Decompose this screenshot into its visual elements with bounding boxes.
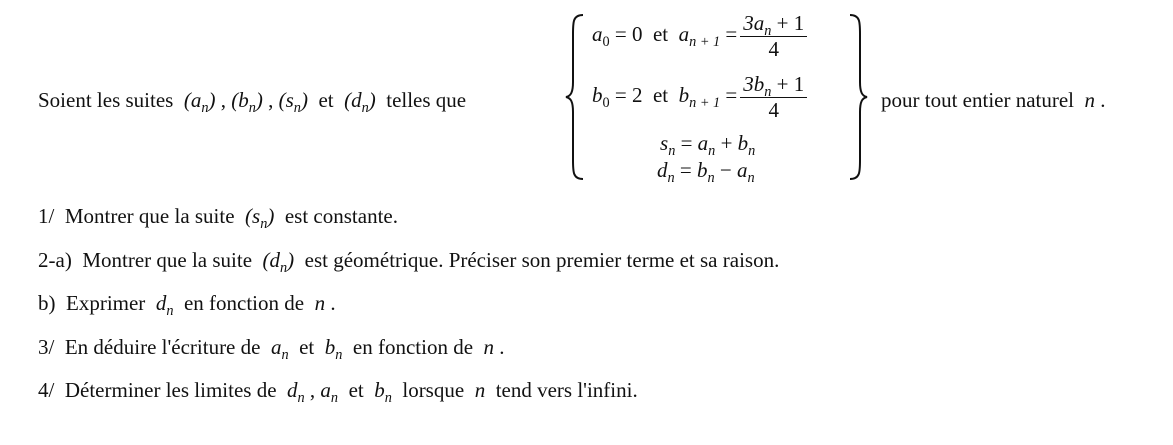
intro-after: pour tout entier naturel n .: [881, 88, 1106, 112]
left-brace: [563, 12, 587, 182]
intro-prefix: Soient les suites: [38, 88, 174, 112]
question-2a: 2-a) Montrer que la suite $(d_n)$ est géométrique. Préciser son premier terme et sa raison.: [38, 248, 780, 276]
intro-line: Soient les suites $(a_n)$ , $(b_n)$ , $(s_n)$ et $(d_n)$ telles que: [38, 88, 467, 116]
right-brace: [846, 12, 870, 182]
system-line-4: $d_n = b_n - a_n$: [657, 158, 755, 186]
question-1: 1/ Montrer que la suite $(s_n)$ est constante.: [38, 204, 398, 232]
fraction-a: $\frac{3a_n + 1}{4}$: [740, 12, 807, 60]
system-line-3: $s_n = a_n + b_n$: [660, 131, 756, 159]
question-4: 4/ Déterminer les limites de $d_n$ , $a_n$ et $b_n$ lorsque n tend vers l'infini.: [38, 378, 638, 406]
seq-d: $(d_n)$: [344, 88, 376, 116]
system-line-2: $b_0 = 2$ et $b_{n + 1}$ = $\frac{3b_n + 1}{4}$: [592, 73, 807, 121]
question-3: 3/ En déduire l'écriture de $a_n$ et $b_n$ en fonction de n .: [38, 335, 505, 363]
system-line-1: $a_0 = 0$ et $a_{n + 1}$ = $\frac{3a_n + 1}{4}$: [592, 12, 807, 60]
seq-s: $(s_n)$: [278, 88, 308, 116]
fraction-b: $\frac{3b_n + 1}{4}$: [740, 73, 807, 121]
question-2b: b) Exprimer $d_n$ en fonction de n .: [38, 291, 336, 319]
intro-suffix: telles que: [386, 88, 467, 112]
seq-a: $(a_n)$: [183, 88, 216, 116]
seq-b: $(b_n)$: [231, 88, 263, 116]
intro-et: et: [318, 88, 334, 112]
